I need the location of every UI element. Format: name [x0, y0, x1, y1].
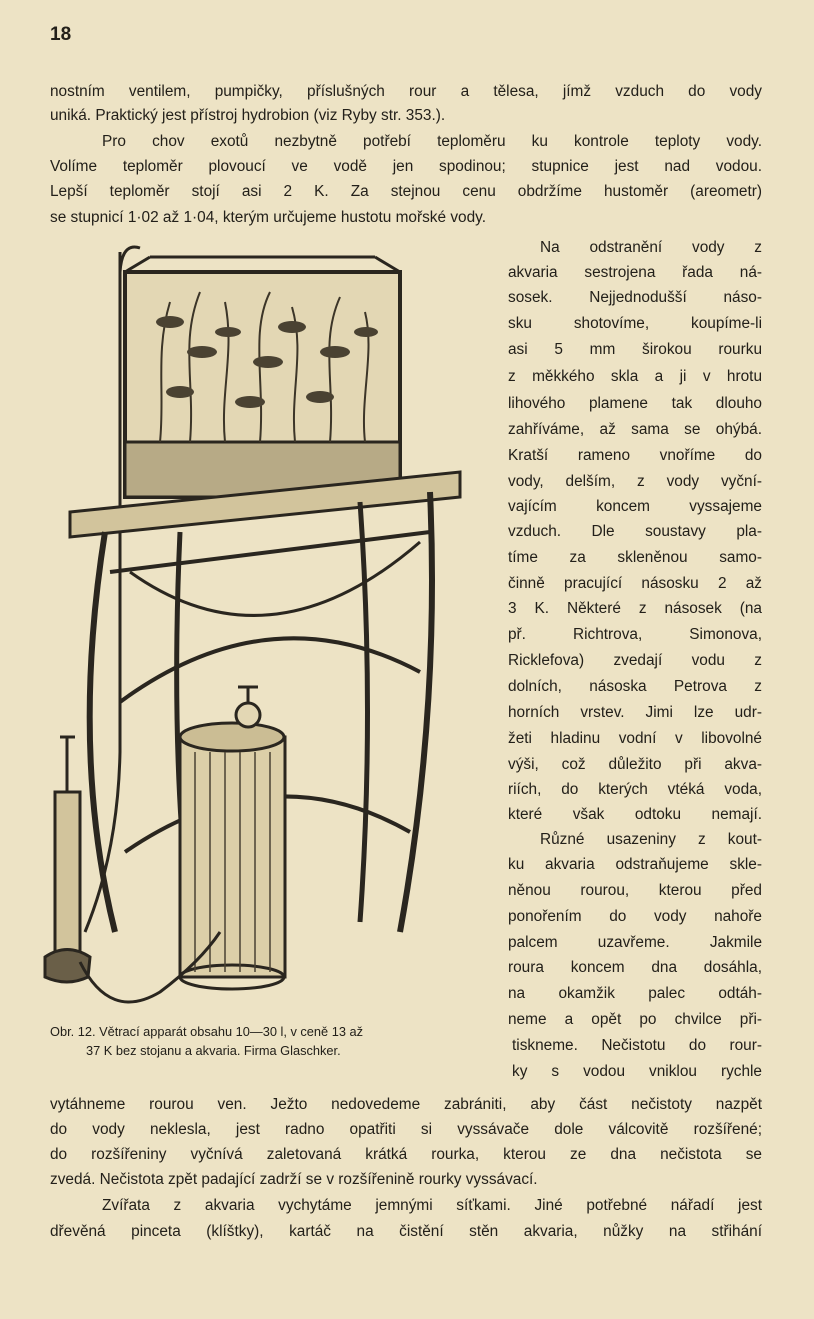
- column-line: roura koncem dna dosáhla,: [508, 959, 762, 976]
- column-line: horních vrstev. Jimi lze udr-: [508, 704, 762, 721]
- column-line: vajícím koncem vyssajeme: [508, 498, 762, 515]
- column-line: dolních, násoska Petrova z: [508, 678, 762, 695]
- column-line: výši, což důležito při akva-: [508, 756, 762, 773]
- text-line: Pro chov exotů nezbytně potřebí teploměru ku kontrole teploty vody.: [102, 133, 762, 150]
- column-line: zahříváme, až sama se ohýbá.: [508, 421, 762, 438]
- text-line: vytáhneme rourou ven. Ježto nedovedeme zabrániti, aby část nečistoty nazpět: [50, 1096, 762, 1113]
- column-line: něnou rourou, kterou před: [508, 882, 762, 899]
- column-line: palcem uzavřeme. Jakmile: [508, 934, 762, 951]
- column-line: sosek. Nejjednodušší náso-: [508, 289, 762, 306]
- column-line: př. Richtrova, Simonova,: [508, 626, 762, 643]
- column-line: sku shotovíme, koupíme-li: [508, 315, 762, 332]
- text-line: zvedá. Nečistota zpět padající zadrží se v rozšířenině rourky vyssávací.: [50, 1171, 538, 1188]
- column-line: které však odtoku nemají.: [508, 806, 762, 823]
- column-line: 3 K. Některé z násosek (na: [508, 600, 762, 617]
- column-line: Různé usazeniny z kout-: [540, 831, 762, 848]
- text-line: do rozšířeniny vyčnívá zaletovaná krátká rourka, kterou ze dna nečistota se: [50, 1146, 762, 1163]
- column-line: z měkkého skla a ji v hrotu: [508, 368, 762, 385]
- column-line: ku akvaria odstraňujeme skle-: [508, 856, 762, 873]
- column-line: tiskneme. Nečistotu do rour-: [512, 1037, 762, 1054]
- text-line: nostním ventilem, pumpičky, příslušných rour a tělesa, jímž vzduch do vody: [50, 83, 762, 100]
- column-line: vody, delším, z vody vyční-: [508, 473, 762, 490]
- column-line: tíme za skleněnou samo-: [508, 549, 762, 566]
- column-line: na okamžik palec odtáh-: [508, 985, 762, 1002]
- aquarium-illustration: [30, 232, 500, 1022]
- column-line: akvaria sestrojena řada ná-: [508, 264, 762, 281]
- column-line: vzduch. Dle soustavy pla-: [508, 523, 762, 540]
- text-line: Lepší teploměr stojí asi 2 K. Za stejnou cenu obdržíme hustoměr (areometr): [50, 183, 762, 200]
- column-line: činně pracující násosku 2 až: [508, 575, 762, 592]
- text-line: Zvířata z akvaria vychytáme jemnými síťkami. Jiné potřebné nářadí jest: [102, 1197, 762, 1214]
- column-line: asi 5 mm širokou rourku: [508, 341, 762, 358]
- figure-caption-line: 37 K bez stojanu a akvaria. Firma Glaschker.: [86, 1043, 341, 1058]
- column-line: lihového plamene tak dlouho: [508, 395, 762, 412]
- column-line: Kratší rameno vnoříme do: [508, 447, 762, 464]
- text-line: dřevěná pinceta (klíštky), kartáč na čistění stěn akvaria, nůžky na střihání: [50, 1223, 762, 1240]
- figure-caption-line: Obr. 12. Větrací apparát obsahu 10—30 l, v ceně 13 až: [50, 1024, 364, 1039]
- column-line: Ricklefova) zvedají vodu z: [508, 652, 762, 669]
- text-line: se stupnicí 1·02 až 1·04, kterým určujeme hustotu mořské vody.: [50, 209, 486, 226]
- page-number: 18: [50, 24, 72, 45]
- text-line: uniká. Praktický jest přístroj hydrobion (viz Ryby str. 353.).: [50, 107, 446, 124]
- column-line: riích, do kterých vtéká voda,: [508, 781, 762, 798]
- column-line: žeti hladinu vodní v libovolné: [508, 730, 762, 747]
- column-line: Na odstranění vody z: [540, 239, 762, 256]
- text-line: do vody neklesla, jest radno opatřiti si vyssávače dole válcovitě rozšířené;: [50, 1121, 762, 1138]
- text-line: Volíme teploměr plovoucí ve vodě jen spodinou; stupnice jest nad vodou.: [50, 158, 762, 175]
- column-line: neme a opět po chvilce při-: [508, 1011, 762, 1028]
- column-line: ponořením do vody nahoře: [508, 908, 762, 925]
- column-line: ky s vodou vniklou rychle: [512, 1063, 762, 1080]
